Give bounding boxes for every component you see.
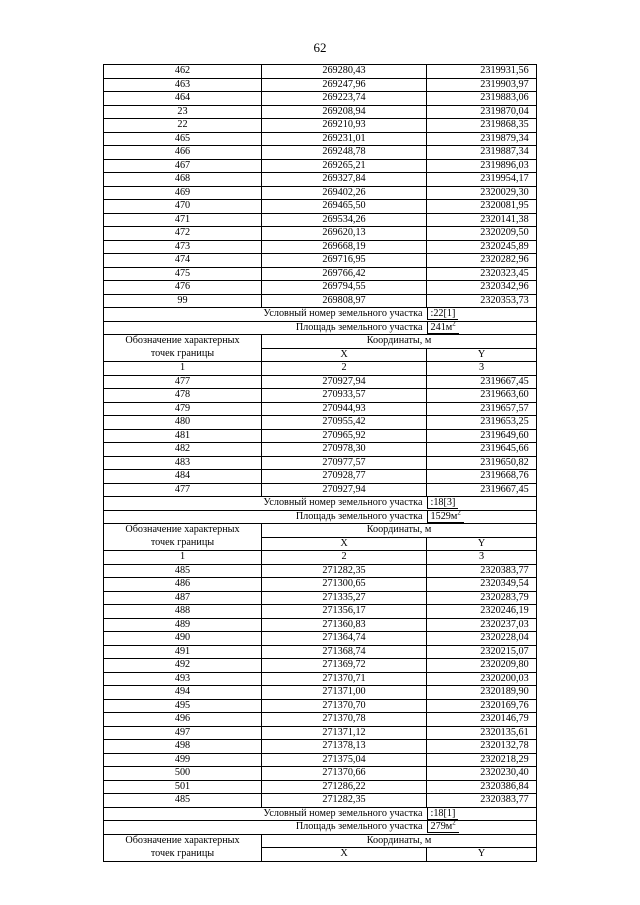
x-coordinate-cell: 269766,42 <box>262 267 427 281</box>
area-unit-superscript: 2 <box>457 510 461 517</box>
header-row <box>104 834 537 848</box>
points-header-line2: точек границы <box>104 348 262 362</box>
table-row <box>104 753 537 767</box>
x-coordinate-cell: 271282,35 <box>262 564 427 578</box>
point-id-cell: 475 <box>104 267 262 281</box>
x-coordinate-cell: 270928,77 <box>262 470 427 484</box>
point-id-cell: 474 <box>104 254 262 268</box>
point-id-cell: 465 <box>104 132 262 146</box>
y-coordinate-cell: 2320209,80 <box>427 659 537 673</box>
y-header: Y <box>427 537 537 551</box>
point-id-cell: 494 <box>104 686 262 700</box>
parcel-area-number: 1529м <box>430 510 458 522</box>
parcel-area-cell <box>427 821 537 835</box>
x-coordinate-cell: 269247,96 <box>262 78 427 92</box>
x-coordinate-cell: 271370,78 <box>262 713 427 727</box>
point-id-cell: 477 <box>104 483 262 497</box>
parcel-number-value: :18[1] <box>427 808 459 820</box>
table-row <box>104 429 537 443</box>
x-coordinate-cell: 270955,42 <box>262 416 427 430</box>
y-coordinate-cell: 2320383,77 <box>427 564 537 578</box>
table-row <box>104 146 537 160</box>
x-coordinate-cell: 271370,71 <box>262 672 427 686</box>
x-coordinate-cell: 269465,50 <box>262 200 427 214</box>
coordinates-header: Координаты, м <box>262 834 537 848</box>
y-coordinate-cell: 2319663,60 <box>427 389 537 403</box>
table-row <box>104 294 537 308</box>
point-id-cell: 463 <box>104 78 262 92</box>
y-coordinate-cell: 2319879,34 <box>427 132 537 146</box>
y-coordinate-cell: 2320283,79 <box>427 591 537 605</box>
point-id-cell: 472 <box>104 227 262 241</box>
y-coordinate-cell: 2320189,90 <box>427 686 537 700</box>
header-row <box>104 524 537 538</box>
y-coordinate-cell: 2319657,57 <box>427 402 537 416</box>
x-coordinate-cell: 271371,12 <box>262 726 427 740</box>
points-header-line2: точек границы <box>104 537 262 551</box>
table-row <box>104 416 537 430</box>
page-number: 62 <box>313 40 327 55</box>
coordinates-header: Координаты, м <box>262 524 537 538</box>
parcel-area-cell <box>427 510 537 524</box>
table-row <box>104 254 537 268</box>
x-coordinate-cell: 271286,22 <box>262 780 427 794</box>
x-coordinate-cell: 269534,26 <box>262 213 427 227</box>
point-id-cell: 478 <box>104 389 262 403</box>
points-header-line1: Обозначение характерных <box>104 524 262 538</box>
point-id-cell: 464 <box>104 92 262 106</box>
x-coordinate-cell: 270978,30 <box>262 443 427 457</box>
table-row <box>104 591 537 605</box>
column-number-1: 1 <box>104 551 262 565</box>
parcel-area-label: Площадь земельного участка <box>104 821 427 835</box>
point-id-cell: 498 <box>104 740 262 754</box>
parcel-area-label: Площадь земельного участка <box>104 321 427 335</box>
y-coordinate-cell: 2320141,38 <box>427 213 537 227</box>
point-id-cell: 479 <box>104 402 262 416</box>
header-row <box>104 348 537 362</box>
x-coordinate-cell: 269327,84 <box>262 173 427 187</box>
x-coordinate-cell: 269668,19 <box>262 240 427 254</box>
point-id-cell: 486 <box>104 578 262 592</box>
points-header-line2: точек границы <box>104 848 262 862</box>
table-row <box>104 605 537 619</box>
y-coordinate-cell: 2320282,96 <box>427 254 537 268</box>
column-number-1: 1 <box>104 362 262 376</box>
y-coordinate-cell: 2320323,45 <box>427 267 537 281</box>
table-row <box>104 132 537 146</box>
y-coordinate-cell: 2320218,29 <box>427 753 537 767</box>
point-id-cell: 476 <box>104 281 262 295</box>
point-id-cell: 500 <box>104 767 262 781</box>
table-row <box>104 240 537 254</box>
y-coordinate-cell: 2320169,76 <box>427 699 537 713</box>
x-coordinate-cell: 269208,94 <box>262 105 427 119</box>
y-coordinate-cell: 2319668,76 <box>427 470 537 484</box>
x-coordinate-cell: 271375,04 <box>262 753 427 767</box>
y-coordinate-cell: 2319868,35 <box>427 119 537 133</box>
table-row <box>104 402 537 416</box>
column-number-row <box>104 362 537 376</box>
point-id-cell: 501 <box>104 780 262 794</box>
table-row <box>104 227 537 241</box>
table-row <box>104 578 537 592</box>
y-coordinate-cell: 2320245,89 <box>427 240 537 254</box>
point-id-cell: 99 <box>104 294 262 308</box>
parcel-area-value <box>427 322 459 334</box>
table-row <box>104 726 537 740</box>
table-row <box>104 740 537 754</box>
table-row <box>104 443 537 457</box>
table-row <box>104 186 537 200</box>
y-coordinate-cell: 2319645,66 <box>427 443 537 457</box>
y-coordinate-cell: 2319667,45 <box>427 375 537 389</box>
x-header: X <box>262 348 427 362</box>
x-coordinate-cell: 269210,93 <box>262 119 427 133</box>
parcel-area-cell <box>427 321 537 335</box>
x-coordinate-cell: 270927,94 <box>262 483 427 497</box>
y-coordinate-cell: 2319903,97 <box>427 78 537 92</box>
point-id-cell: 496 <box>104 713 262 727</box>
y-header: Y <box>427 848 537 862</box>
header-row <box>104 335 537 349</box>
table-row <box>104 686 537 700</box>
parcel-number-label: Условный номер земельного участка <box>104 807 427 821</box>
parcel-number-value: :22[1] <box>427 308 459 320</box>
x-coordinate-cell: 269716,95 <box>262 254 427 268</box>
x-coordinate-cell: 269265,21 <box>262 159 427 173</box>
point-id-cell: 492 <box>104 659 262 673</box>
table-row <box>104 483 537 497</box>
y-coordinate-cell: 2320246,19 <box>427 605 537 619</box>
header-row <box>104 537 537 551</box>
point-id-cell: 491 <box>104 645 262 659</box>
parcel-area-value <box>427 821 459 833</box>
x-coordinate-cell: 269402,26 <box>262 186 427 200</box>
point-id-cell: 473 <box>104 240 262 254</box>
parcel-number-row <box>104 807 537 821</box>
coordinates-table <box>103 64 537 862</box>
x-coordinate-cell: 271371,00 <box>262 686 427 700</box>
column-number-3: 3 <box>427 551 537 565</box>
x-coordinate-cell: 270977,57 <box>262 456 427 470</box>
y-coordinate-cell: 2320237,03 <box>427 618 537 632</box>
y-coordinate-cell: 2320132,78 <box>427 740 537 754</box>
point-id-cell: 485 <box>104 564 262 578</box>
y-coordinate-cell: 2320081,95 <box>427 200 537 214</box>
x-coordinate-cell: 270927,94 <box>262 375 427 389</box>
table-row <box>104 767 537 781</box>
point-id-cell: 468 <box>104 173 262 187</box>
table-row <box>104 92 537 106</box>
point-id-cell: 483 <box>104 456 262 470</box>
point-id-cell: 488 <box>104 605 262 619</box>
table-row <box>104 105 537 119</box>
y-header: Y <box>427 348 537 362</box>
table-row <box>104 78 537 92</box>
area-unit-superscript: 2 <box>452 321 456 328</box>
x-coordinate-cell: 271370,70 <box>262 699 427 713</box>
area-unit-superscript: 2 <box>452 820 456 827</box>
y-coordinate-cell: 2320135,61 <box>427 726 537 740</box>
x-coordinate-cell: 271282,35 <box>262 794 427 808</box>
y-coordinate-cell: 2320386,84 <box>427 780 537 794</box>
x-coordinate-cell: 269620,13 <box>262 227 427 241</box>
y-coordinate-cell: 2320200,03 <box>427 672 537 686</box>
table-row <box>104 470 537 484</box>
header-row <box>104 848 537 862</box>
point-id-cell: 485 <box>104 794 262 808</box>
table-row <box>104 267 537 281</box>
x-coordinate-cell: 270933,57 <box>262 389 427 403</box>
table-row <box>104 618 537 632</box>
y-coordinate-cell: 2320383,77 <box>427 794 537 808</box>
x-coordinate-cell: 271378,13 <box>262 740 427 754</box>
table-row <box>104 659 537 673</box>
parcel-number-cell <box>427 308 537 322</box>
y-coordinate-cell: 2320342,96 <box>427 281 537 295</box>
y-coordinate-cell: 2319649,60 <box>427 429 537 443</box>
parcel-number-row <box>104 497 537 511</box>
x-coordinate-cell: 271300,65 <box>262 578 427 592</box>
point-id-cell: 484 <box>104 470 262 484</box>
table-row <box>104 119 537 133</box>
point-id-cell: 471 <box>104 213 262 227</box>
parcel-number-label: Условный номер земельного участка <box>104 308 427 322</box>
x-coordinate-cell: 269808,97 <box>262 294 427 308</box>
y-coordinate-cell: 2320353,73 <box>427 294 537 308</box>
x-coordinate-cell: 271364,74 <box>262 632 427 646</box>
table-row <box>104 780 537 794</box>
point-id-cell: 477 <box>104 375 262 389</box>
table-row <box>104 159 537 173</box>
point-id-cell: 490 <box>104 632 262 646</box>
y-coordinate-cell: 2319931,56 <box>427 65 537 79</box>
point-id-cell: 497 <box>104 726 262 740</box>
column-number-2: 2 <box>262 362 427 376</box>
parcel-number-label: Условный номер земельного участка <box>104 497 427 511</box>
y-coordinate-cell: 2319650,82 <box>427 456 537 470</box>
point-id-cell: 22 <box>104 119 262 133</box>
x-header: X <box>262 848 427 862</box>
column-number-3: 3 <box>427 362 537 376</box>
x-coordinate-cell: 269231,01 <box>262 132 427 146</box>
parcel-area-value <box>427 511 464 523</box>
x-coordinate-cell: 271335,27 <box>262 591 427 605</box>
x-coordinate-cell: 271368,74 <box>262 645 427 659</box>
point-id-cell: 493 <box>104 672 262 686</box>
x-coordinate-cell: 269280,43 <box>262 65 427 79</box>
point-id-cell: 470 <box>104 200 262 214</box>
y-coordinate-cell: 2319653,25 <box>427 416 537 430</box>
y-coordinate-cell: 2320230,40 <box>427 767 537 781</box>
parcel-area-label: Площадь земельного участка <box>104 510 427 524</box>
table-row <box>104 456 537 470</box>
point-id-cell: 480 <box>104 416 262 430</box>
parcel-area-number: 279м <box>430 821 453 832</box>
column-number-2: 2 <box>262 551 427 565</box>
point-id-cell: 499 <box>104 753 262 767</box>
x-coordinate-cell: 271356,17 <box>262 605 427 619</box>
parcel-area-number: 241м <box>430 321 453 333</box>
x-coordinate-cell: 271370,66 <box>262 767 427 781</box>
parcel-number-cell <box>427 807 537 821</box>
table-row <box>104 713 537 727</box>
x-coordinate-cell: 269794,55 <box>262 281 427 295</box>
column-number-row <box>104 551 537 565</box>
coordinates-header: Координаты, м <box>262 335 537 349</box>
x-coordinate-cell: 269248,78 <box>262 146 427 160</box>
y-coordinate-cell: 2320029,30 <box>427 186 537 200</box>
table-row <box>104 65 537 79</box>
table-row <box>104 213 537 227</box>
table-row <box>104 281 537 295</box>
y-coordinate-cell: 2320349,54 <box>427 578 537 592</box>
y-coordinate-cell: 2319896,03 <box>427 159 537 173</box>
parcel-number-row <box>104 308 537 322</box>
points-header-line1: Обозначение характерных <box>104 834 262 848</box>
table-row <box>104 699 537 713</box>
x-header: X <box>262 537 427 551</box>
parcel-area-row <box>104 510 537 524</box>
points-header-line1: Обозначение характерных <box>104 335 262 349</box>
table-row <box>104 375 537 389</box>
x-coordinate-cell: 269223,74 <box>262 92 427 106</box>
point-id-cell: 462 <box>104 65 262 79</box>
parcel-area-row <box>104 321 537 335</box>
point-id-cell: 467 <box>104 159 262 173</box>
table-row <box>104 564 537 578</box>
parcel-area-row <box>104 821 537 835</box>
table-row <box>104 645 537 659</box>
point-id-cell: 489 <box>104 618 262 632</box>
y-coordinate-cell: 2319883,06 <box>427 92 537 106</box>
point-id-cell: 466 <box>104 146 262 160</box>
table-row <box>104 389 537 403</box>
parcel-number-value: :18[3] <box>427 497 459 509</box>
x-coordinate-cell: 271360,83 <box>262 618 427 632</box>
point-id-cell: 482 <box>104 443 262 457</box>
y-coordinate-cell: 2320146,79 <box>427 713 537 727</box>
table-row <box>104 672 537 686</box>
point-id-cell: 495 <box>104 699 262 713</box>
point-id-cell: 469 <box>104 186 262 200</box>
table-row <box>104 632 537 646</box>
point-id-cell: 23 <box>104 105 262 119</box>
point-id-cell: 487 <box>104 591 262 605</box>
y-coordinate-cell: 2320215,07 <box>427 645 537 659</box>
x-coordinate-cell: 271369,72 <box>262 659 427 673</box>
x-coordinate-cell: 270965,92 <box>262 429 427 443</box>
y-coordinate-cell: 2319870,04 <box>427 105 537 119</box>
y-coordinate-cell: 2319887,34 <box>427 146 537 160</box>
y-coordinate-cell: 2320228,04 <box>427 632 537 646</box>
table-row <box>104 200 537 214</box>
x-coordinate-cell: 270944,93 <box>262 402 427 416</box>
y-coordinate-cell: 2319667,45 <box>427 483 537 497</box>
y-coordinate-cell: 2320209,50 <box>427 227 537 241</box>
point-id-cell: 481 <box>104 429 262 443</box>
y-coordinate-cell: 2319954,17 <box>427 173 537 187</box>
table-row <box>104 173 537 187</box>
parcel-number-cell <box>427 497 537 511</box>
table-row <box>104 794 537 808</box>
